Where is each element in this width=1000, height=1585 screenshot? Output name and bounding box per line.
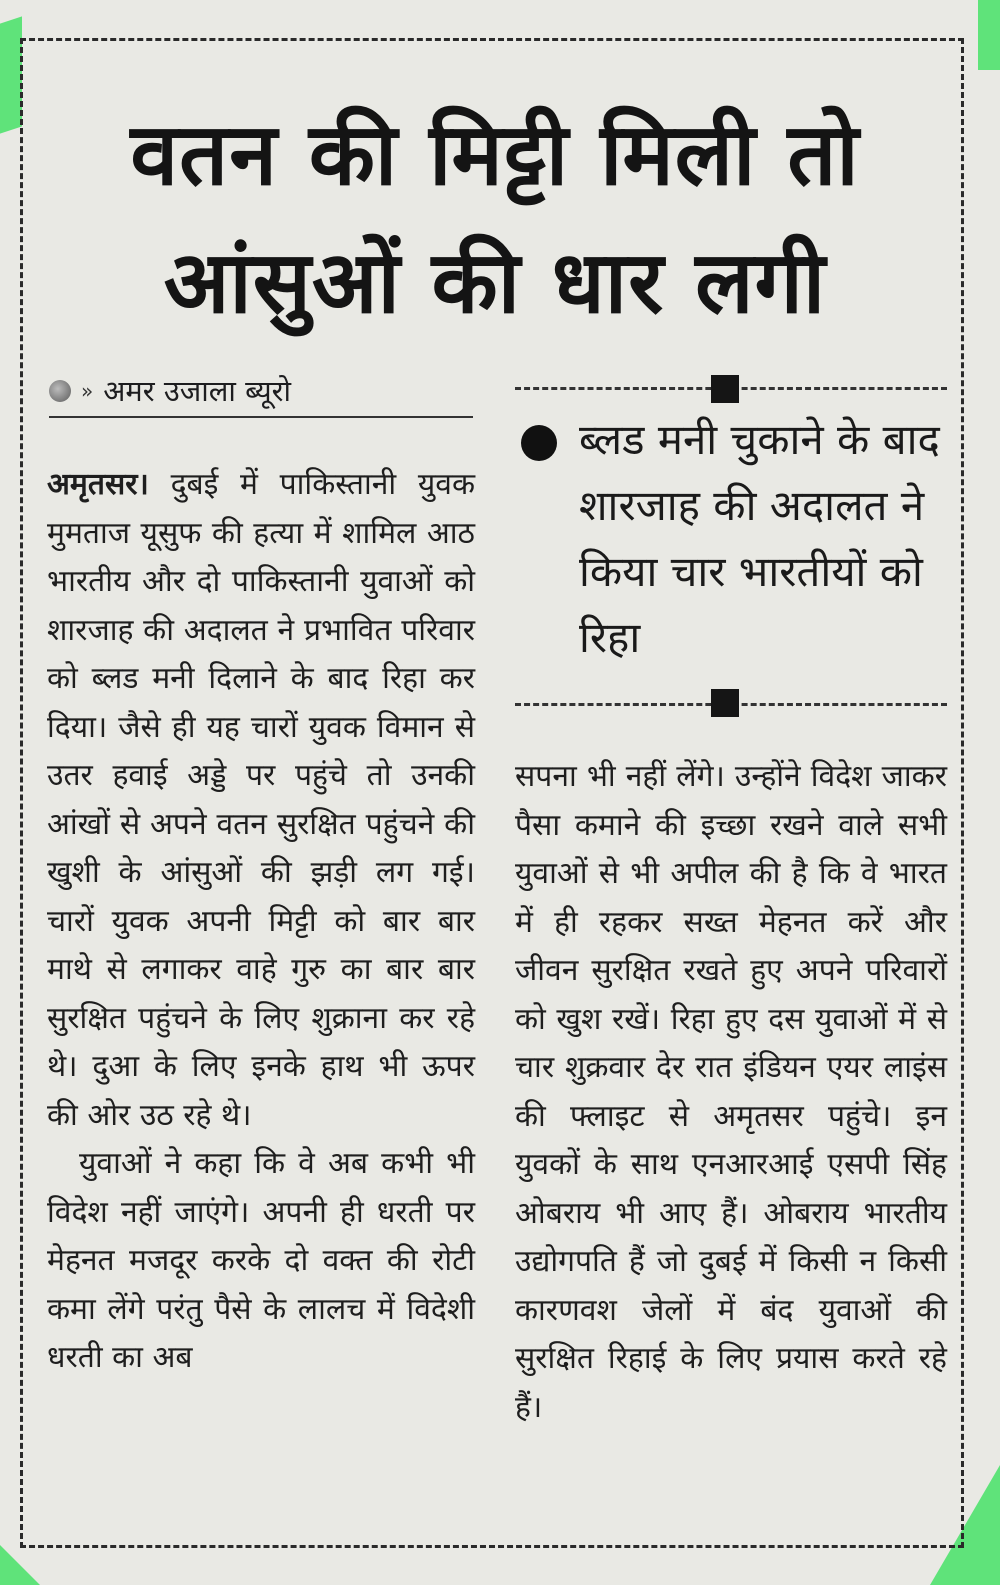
byline-arrow-icon: » bbox=[81, 378, 94, 403]
bullet-icon bbox=[521, 425, 557, 461]
article-paragraph: युवाओं ने कहा कि वे अब कभी भी विदेश नहीं जाएंगे। अपनी ही धरती पर मेहनत मजदूर करके दो वक्त की रोटी कमा लेंगे परंतु पैसे के लालच में विदेशी धरती का अब bbox=[47, 1146, 475, 1375]
dateline: अमृतसर। bbox=[47, 467, 149, 502]
article-paragraph bbox=[47, 461, 475, 1140]
headline bbox=[23, 91, 967, 347]
paragraph-text: दुबई में पाकिस्तानी युवक मुमताज यूसुफ की हत्या में शामिल आठ भारतीय और दो पाकिस्तानी युवाओं को शारजाह की अदालत ने प्रभावित परिवार को ब्लड मनी दिलाने के बाद रिहा कर दिया। जैसे ही यह चारों युवक विमान से उतर हवाई अड्डे पर पहुंचे तो उनकी आंखों से अपने वतन सुरक्षित पहुंचने की खुशी के आंसुओं की झड़ी लग गई। चारों युवक अपनी मिट्टी को बार बार माथे से लगाकर वाहे गुरु का बार बार सुरक्षित पहुंचने के लिए शुक्राना कर रहे थे। दुआ के लिए इनके हाथ भी ऊपर की ओर उठ रहे थे। bbox=[47, 467, 475, 1133]
article-column-right bbox=[515, 753, 947, 1432]
headline-line-2: आंसुओं की धार लगी bbox=[163, 233, 827, 333]
article-column-left bbox=[47, 461, 475, 1383]
square-marker-icon bbox=[711, 689, 739, 717]
green-paper-corner bbox=[978, 0, 1000, 70]
green-paper-corner bbox=[0, 16, 22, 133]
article-paragraph: सपना भी नहीं लेंगे। उन्होंने विदेश जाकर पैसा कमाने की इच्छा रखने वाले सभी युवाओं से भी अपील की है कि वे भारत में ही रहकर सख्त मेहनत करें और जीवन सुरक्षित रखते हुए अपने परिवारों को खुश रखें। रिहा हुए दस युवाओं में से चार शुक्रवार देर रात इंडियन एयर लाइंस की फ्लाइट से अमृतसर पहुंचे। इन युवकों के साथ एनआरआई एसपी सिंह ओबराय भी आए हैं। ओबराय भारतीय उद्योगपति हैं जो दुबई में किसी न किसी कारणवश जेलों में बंद युवाओं की सुरक्षित रिहाई के लिए प्रयास करते रहे हैं। bbox=[515, 759, 947, 1425]
pull-quote bbox=[515, 371, 947, 731]
square-marker-icon bbox=[711, 375, 739, 403]
pull-quote-text: ब्लड मनी चुकाने के बाद शारजाह की अदालत ने किया चार भारतीयों को रिहा bbox=[579, 415, 940, 662]
headline-line-1: वतन की मिट्टी मिली तो bbox=[130, 105, 860, 205]
green-paper-corner bbox=[0, 1545, 40, 1585]
byline bbox=[49, 371, 473, 418]
byline-dot-icon bbox=[49, 380, 71, 402]
article-border bbox=[20, 38, 964, 1548]
byline-text: अमर उजाला ब्यूरो bbox=[103, 374, 292, 408]
